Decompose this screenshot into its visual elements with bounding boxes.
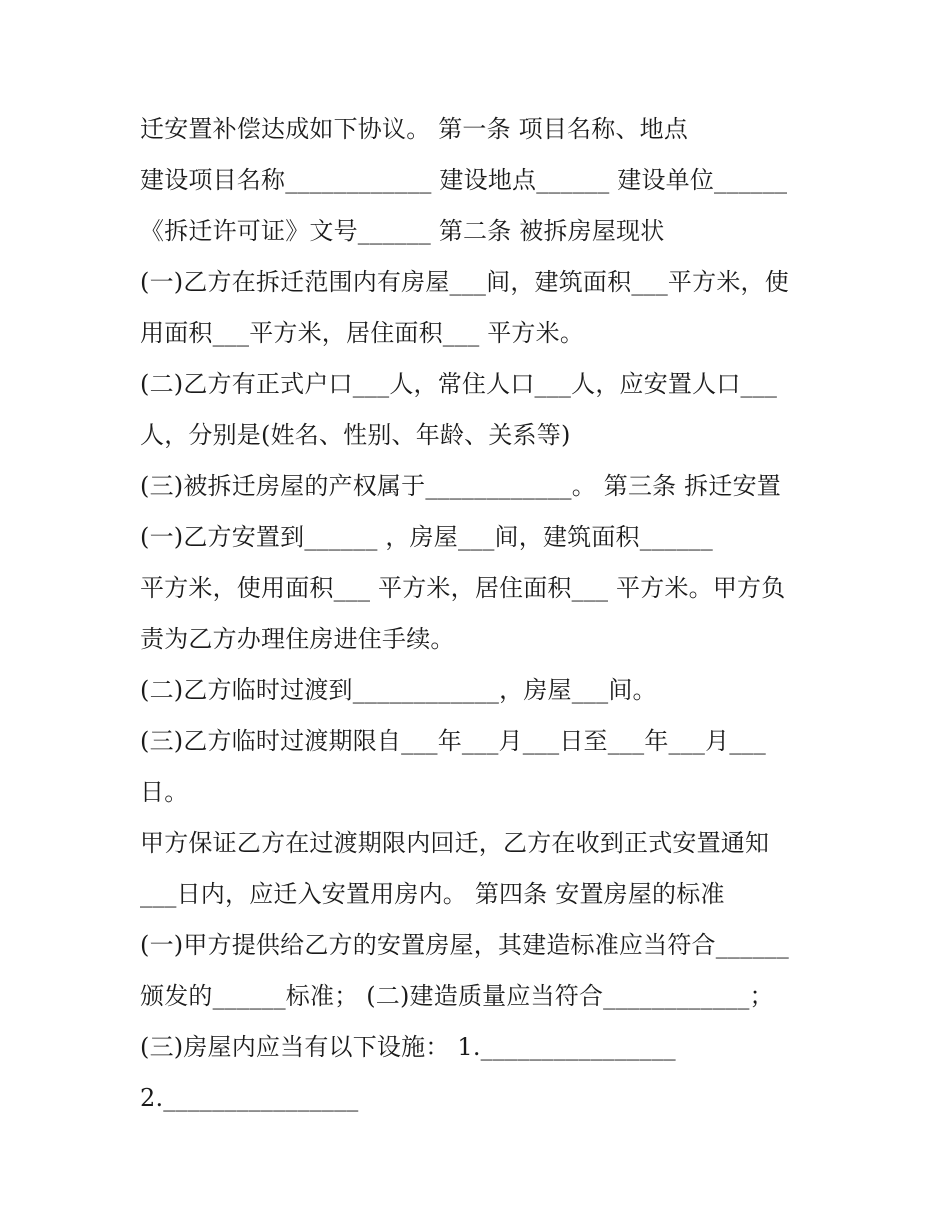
text-line: 平方米，使用面积___ 平方米，居住面积___ 平方米。甲方负 <box>140 574 786 602</box>
text-line: 2.________________ <box>140 1084 359 1112</box>
text-line: (三)房屋内应当有以下设施： 1.________________ <box>140 1033 676 1061</box>
text-line: 建设项目名称____________ 建设地点______ 建设单位______ <box>140 166 788 194</box>
text-line: 用面积___平方米，居住面积___ 平方米。 <box>140 319 585 347</box>
text-line: 日。 <box>140 778 189 806</box>
text-line: (三)乙方临时过渡期限自___年___月___日至___年___月___ <box>140 727 766 755</box>
text-line: (三)被拆迁房屋的产权属于____________。 第三条 拆迁安置 <box>140 472 781 500</box>
text-line: (一)乙方安置到______ ，房屋___间，建筑面积______ <box>140 523 713 551</box>
text-line: ___日内，应迁入安置用房内。 第四条 安置房屋的标准 <box>140 880 725 908</box>
text-line: 责为乙方办理住房进住手续。 <box>140 625 455 653</box>
text-line: 《拆迁许可证》文号______ 第二条 被拆房屋现状 <box>140 217 665 245</box>
text-line: (二)乙方临时过渡到____________，房屋___间。 <box>140 676 657 704</box>
text-line: 颁发的______标准； (二)建造质量应当符合____________； <box>140 982 774 1010</box>
text-line: 人，分别是(姓名、性别、年龄、关系等) <box>140 421 571 449</box>
text-line: (二)乙方有正式户口___人，常住人口___人，应安置人口___ <box>140 370 778 398</box>
text-line: 迁安置补偿达成如下协议。 第一条 项目名称、地点 <box>140 115 689 143</box>
text-line: (一)甲方提供给乙方的安置房屋，其建造标准应当符合______ <box>140 931 789 959</box>
text-line: (一)乙方在拆迁范围内有房屋___间，建筑面积___平方米，使 <box>140 268 789 296</box>
document-body <box>140 104 830 1124</box>
text-line: 甲方保证乙方在过渡期限内回迁，乙方在收到正式安置通知 <box>140 829 770 857</box>
